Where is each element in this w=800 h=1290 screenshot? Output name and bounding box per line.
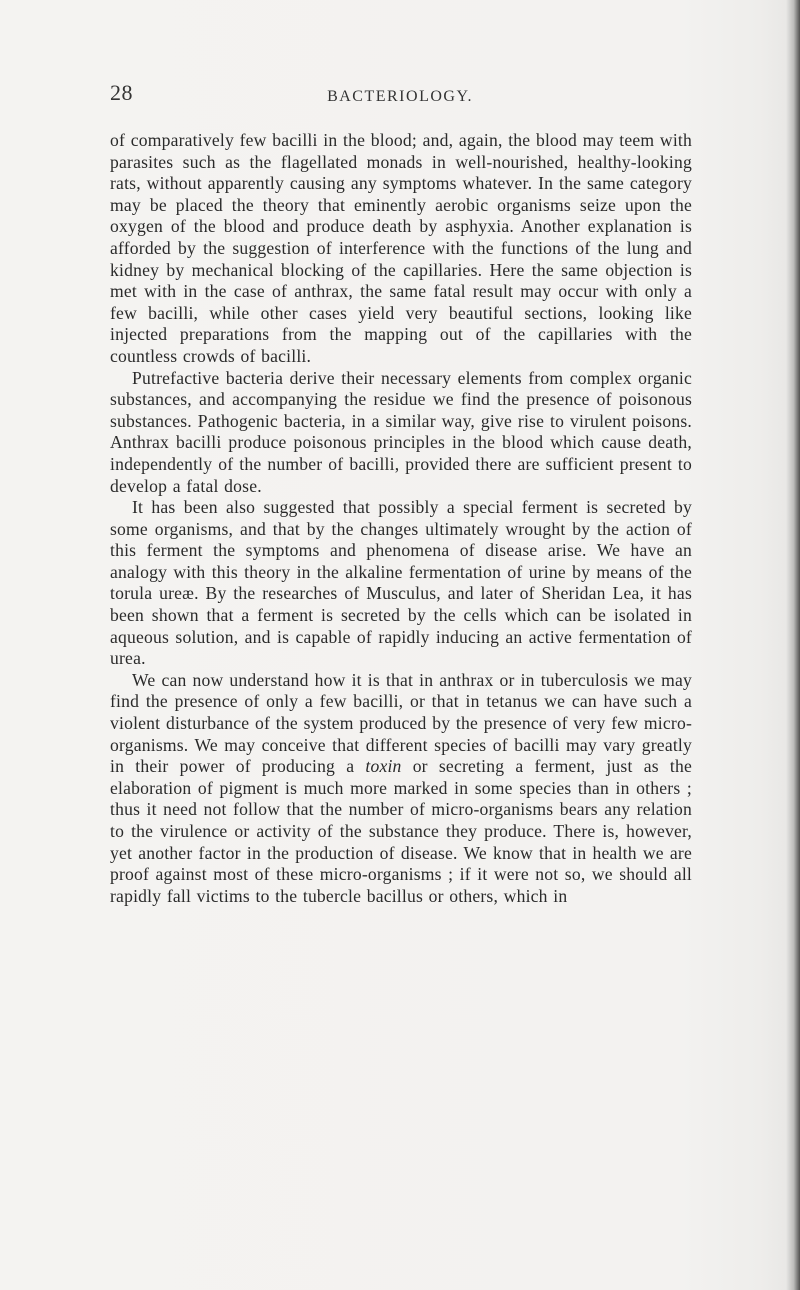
- paragraph-4: [110, 670, 692, 908]
- paragraph-4-text-b: or secreting a ferment, just as the elaboration of pigment is much more marked in some species than in others ; thus it need not follow that the number of micro-organisms bears any relation to the virulence or activity of the substance they produce. There is, however, yet another factor in the production of disease. We know that in health we are proof against most of these micro-organisms ; if it were not so, we should all rapidly fall victims to the tubercle bacillus or others, which in: [110, 756, 692, 906]
- paragraph-1: of comparatively few bacilli in the blood; and, again, the blood may teem with parasites such as the flagellated monads in well-nourished, healthy-looking rats, without apparently causing any symptoms whatever. In the same category may be placed the theory that eminently aerobic organisms seize upon the oxygen of the blood and produce death by asphyxia. Another explanation is afforded by the suggestion of interference with the functions of the lung and kidney by mechanical blocking of the capillaries. Here the same objection is met with in the case of anthrax, the same fatal result may occur with only a few bacilli, while other cases yield very beautiful sections, looking like injected preparations from the mapping out of the capillaries with the countless crowds of bacilli.: [110, 130, 692, 366]
- paragraph-3: It has been also suggested that possibly a special ferment is secreted by some organisms, and that by the changes ultimately wrought by the action of this ferment the symptoms and phenomena of disease arise. We have an analogy with this theory in the alkaline fermentation of urine by means of the torula ureæ. By the researches of Musculus, and later of Sheridan Lea, it has been shown that a ferment is secreted by the cells which can be isolated in aqueous solution, and is capable of rapidly inducing an active fermentation of urea.: [110, 497, 692, 669]
- running-head: BACTERIOLOGY.: [327, 88, 473, 105]
- paragraph-4-text-a: We can now understand how it is that in anthrax or in tuberculosis we may find the presence of only a few bacilli, or that in tetanus we can have such a violent disturbance of the system produced by the presence of very few micro-organisms. We may conceive that different species of bacilli may vary greatly in their power of producing a: [110, 669, 692, 777]
- page-number: 28: [110, 80, 133, 105]
- paragraph-2: Putrefactive bacteria derive their necessary elements from complex organic substances, and accompanying the residue we find the presence of poisonous substances. Pathogenic bacteria, in a similar way, give rise to virulent poisons. Anthrax bacilli produce poisonous principles in the blood which cause death, independently of the number of bacilli, provided there are sufficient present to develop a fatal dose.: [110, 367, 692, 496]
- body-text: [110, 130, 692, 907]
- italic-term-toxin: toxin: [365, 756, 402, 777]
- page-edge-shadow: [786, 0, 800, 1290]
